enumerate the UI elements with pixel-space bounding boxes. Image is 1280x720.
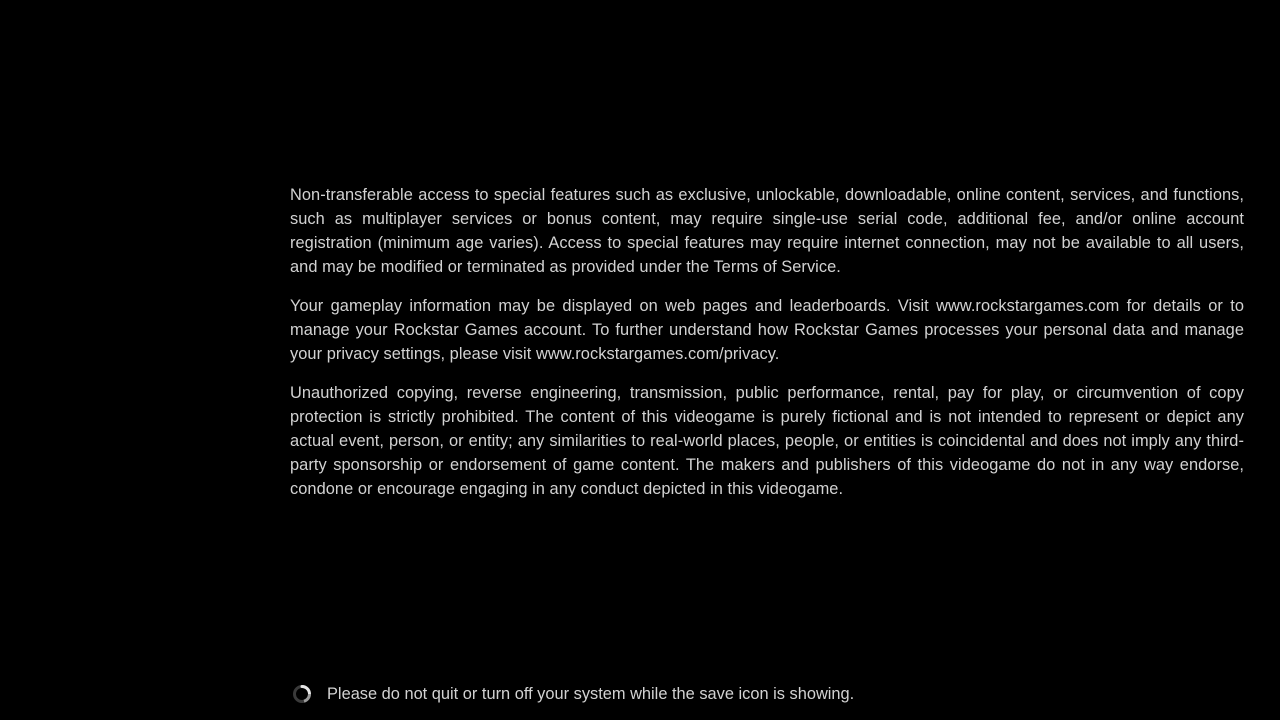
legal-paragraph-gameplay-info: Your gameplay information may be displayed on web pages and leaderboards. Visit www.rockstargames.com for details or to manage your Rockstar Games account. To further understand how Rockstar Games processes your personal data and manage your privacy settings, please visit www.rockstargames.com/privacy.: [290, 297, 1244, 363]
legal-paragraph-online-features: Non-transferable access to special features such as exclusive, unlockable, downloadable, online content, services, and functions, such as multiplayer services or bonus content, may require single-use serial code, additional fee, and/or online account registration (minimum age varies). Access to special features may require internet connection, may not be available to all users, and may be modified or terminated as provided under the Terms of Service.: [290, 186, 1244, 276]
save-warning-text: Please do not quit or turn off your system while the save icon is showing.: [327, 685, 855, 703]
legal-paragraph-copy-protection: Unauthorized copying, reverse engineering, transmission, public performance, rental, pay for play, or circumvention of copy protection is strictly prohibited. The content of this videogame is purely fictional and is not intended to represent or depict any actual event, person, or entity; any similarities to real-world places, people, or entities is coincidental and does not imply any third-party sponsorship or endorsement of game content. The makers and publishers of this videogame do not in any way endorse, condone or encourage engaging in any conduct depicted in this videogame.: [290, 384, 1244, 498]
legal-notice: [290, 183, 1244, 516]
save-notice: [290, 682, 854, 706]
loading-spinner-icon: [290, 682, 314, 706]
